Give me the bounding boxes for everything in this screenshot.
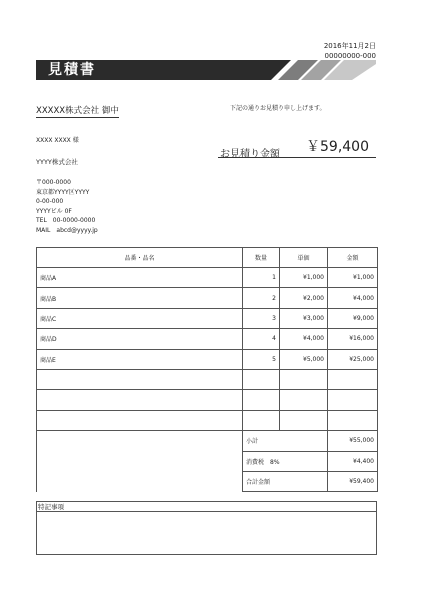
item-unit-price: ¥1,000 [280,268,328,288]
item-amount: ¥25,000 [328,349,378,369]
summary-spacer [37,431,243,451]
item-qty: 4 [243,329,280,349]
item-name: 商品A [37,268,243,288]
item-qty: 1 [243,268,280,288]
subtotal-label: 小計 [243,431,328,451]
header-qty: 数量 [243,248,280,268]
item-unit-price [280,369,328,389]
issue-date: 2016年11月2日 [323,42,376,50]
item-amount [328,369,378,389]
item-qty: 5 [243,349,280,369]
item-name [37,390,243,410]
item-unit-price: ¥4,000 [280,329,328,349]
item-amount: ¥1,000 [328,268,378,288]
postal-code: 〒000-0000 [36,179,71,186]
subtotal-value: ¥55,000 [328,431,378,451]
item-name: 商品B [37,288,243,308]
notes-label: 特記事項 [38,503,64,511]
table-row [37,349,378,369]
grand-total-row [37,471,378,491]
document-number: 00000000-000 [324,52,376,60]
notes-divider [36,511,377,512]
header-amount: 金額 [328,248,378,268]
item-unit-price: ¥3,000 [280,308,328,328]
item-unit-price: ¥5,000 [280,349,328,369]
total-underline [218,157,376,158]
sender-address [36,178,98,235]
tax-row [37,451,378,471]
item-amount [328,410,378,430]
subtotal-row [37,431,378,451]
item-unit-price: ¥2,000 [280,288,328,308]
item-qty [243,410,280,430]
table-header-row [37,248,378,268]
table-row [37,369,378,389]
table-row [37,308,378,328]
item-amount: ¥9,000 [328,308,378,328]
total-amount-label: お見積り金額 [220,149,280,160]
item-amount: ¥4,000 [328,288,378,308]
item-name [37,369,243,389]
mail-line: MAIL abcd@yyyy.jp [36,226,98,234]
item-amount: ¥16,000 [328,329,378,349]
items-table [36,247,378,492]
tax-value: ¥4,400 [328,451,378,471]
item-amount [328,390,378,410]
grand-total-value: ¥59,400 [328,471,378,491]
recipient-name: XXXXX株式会社 御中 [36,106,119,116]
greeting-text: 下記の通りお見積り申し上げます。 [230,105,326,112]
grand-total-label: 合計金額 [243,471,328,491]
item-unit-price [280,390,328,410]
contact-person: XXXX XXXX 様 [36,137,79,144]
notes-box [36,501,377,555]
header-unit-price: 単価 [280,248,328,268]
address-line-1: 東京都YYYY区YYYY [36,188,90,196]
item-qty [243,369,280,389]
item-name: 商品E [37,349,243,369]
tax-label: 消費税 8% [243,451,328,471]
building-line: YYYYビル 0F [36,207,72,215]
total-amount-value: ￥59,400 [306,139,369,155]
table-row [37,288,378,308]
table-row [37,268,378,288]
summary-spacer [37,451,243,471]
header-item: 品番・品名 [37,248,243,268]
address-line-2: 0-00-000 [36,198,64,205]
table-row [37,390,378,410]
item-qty [243,390,280,410]
item-qty: 3 [243,308,280,328]
phone-line: TEL 00-0000-0000 [36,217,96,224]
item-name: 商品C [37,308,243,328]
table-row [37,410,378,430]
item-unit-price [280,410,328,430]
item-name [37,410,243,430]
date-block [324,41,376,61]
item-name: 商品D [37,329,243,349]
item-qty: 2 [243,288,280,308]
table-row [37,329,378,349]
sender-company: YYYY株式会社 [36,158,78,166]
summary-spacer [37,471,243,491]
page-title: 見積書 [48,62,96,78]
